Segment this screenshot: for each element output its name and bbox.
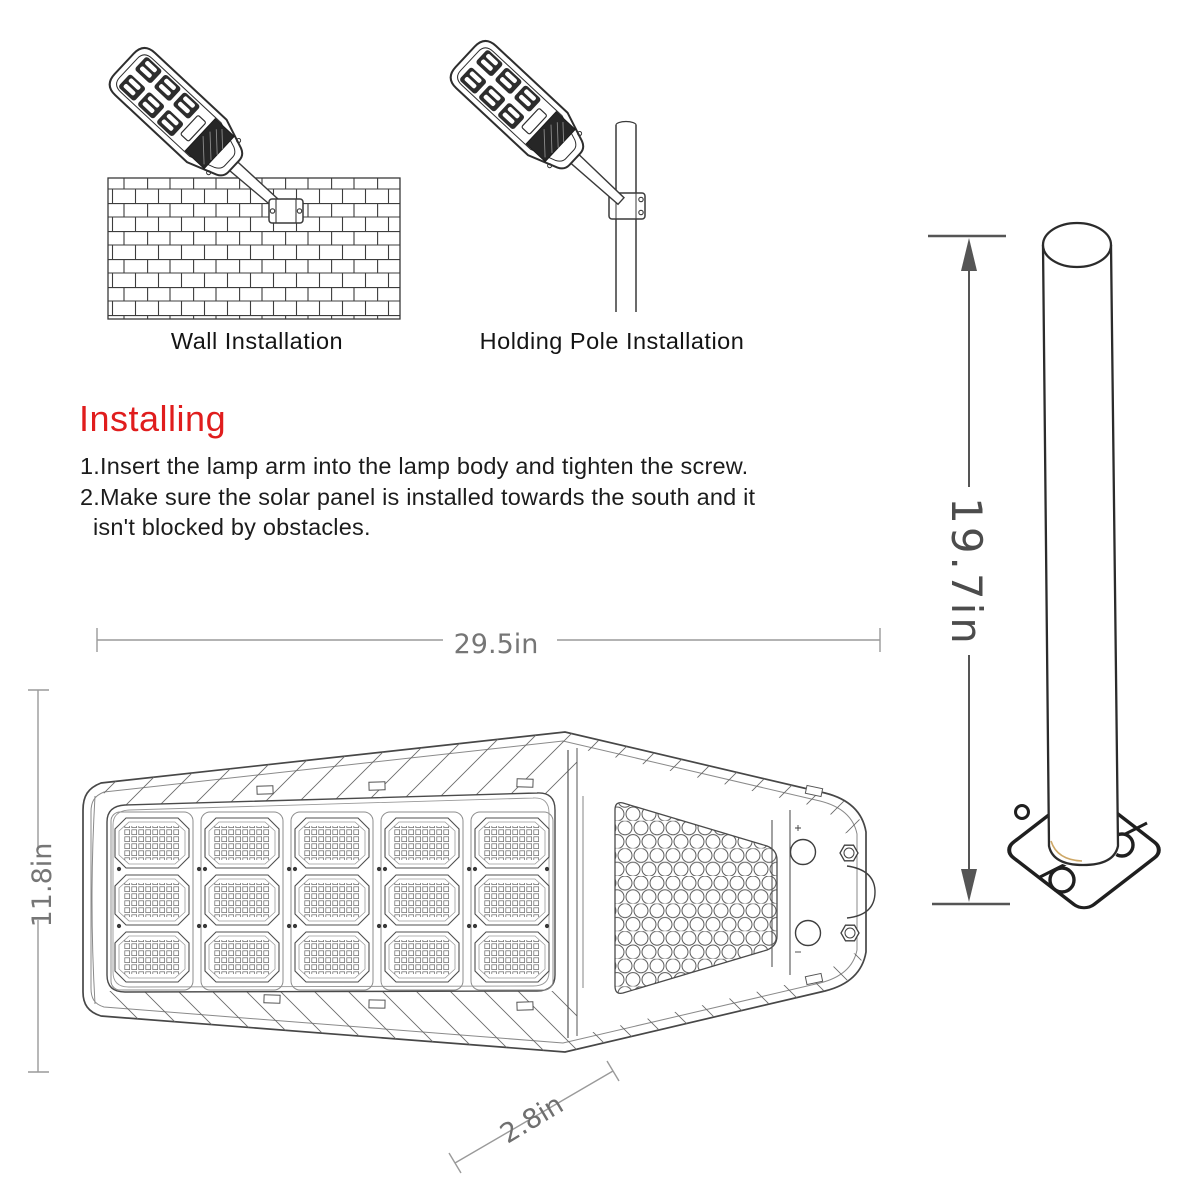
installation-step: 1.Insert the lamp arm into the lamp body and tighten the screw.: [80, 453, 749, 479]
brick-wall: [108, 178, 400, 319]
installing-heading: Installing: [79, 398, 227, 439]
hex-bolt: [840, 845, 858, 861]
wall-installation-label: Wall Installation: [170, 328, 344, 354]
wall-bracket: [269, 199, 303, 223]
sensor-hole: [791, 840, 816, 865]
lamp-width-dimension: 29.5in: [453, 629, 539, 660]
lamp-height-dimension: 11.8in: [27, 842, 58, 928]
sensor-hole: [796, 921, 821, 946]
installation-step: isn't blocked by obstacles.: [93, 514, 371, 540]
lamp-head: [104, 43, 253, 188]
installation-steps: [80, 451, 840, 543]
pole-length-dimension: 19.7in: [942, 497, 991, 647]
lamp-mount-dimension: 2.8in: [495, 1088, 569, 1151]
pole-installation-label: Holding Pole Installation: [479, 328, 745, 354]
installation-step: 2.Make sure the solar panel is installed towards the south and it: [80, 483, 756, 510]
lamp-body: [83, 732, 875, 1052]
lamp-top-view-diagram: [25, 600, 975, 1200]
led-module-columns: [111, 812, 553, 990]
pole-tube: [1043, 223, 1118, 867]
wall-installation-drawing: [55, 35, 425, 335]
hex-bolt: [841, 925, 859, 941]
lamp-head: [445, 36, 594, 181]
pole-installation-drawing: [425, 35, 765, 335]
